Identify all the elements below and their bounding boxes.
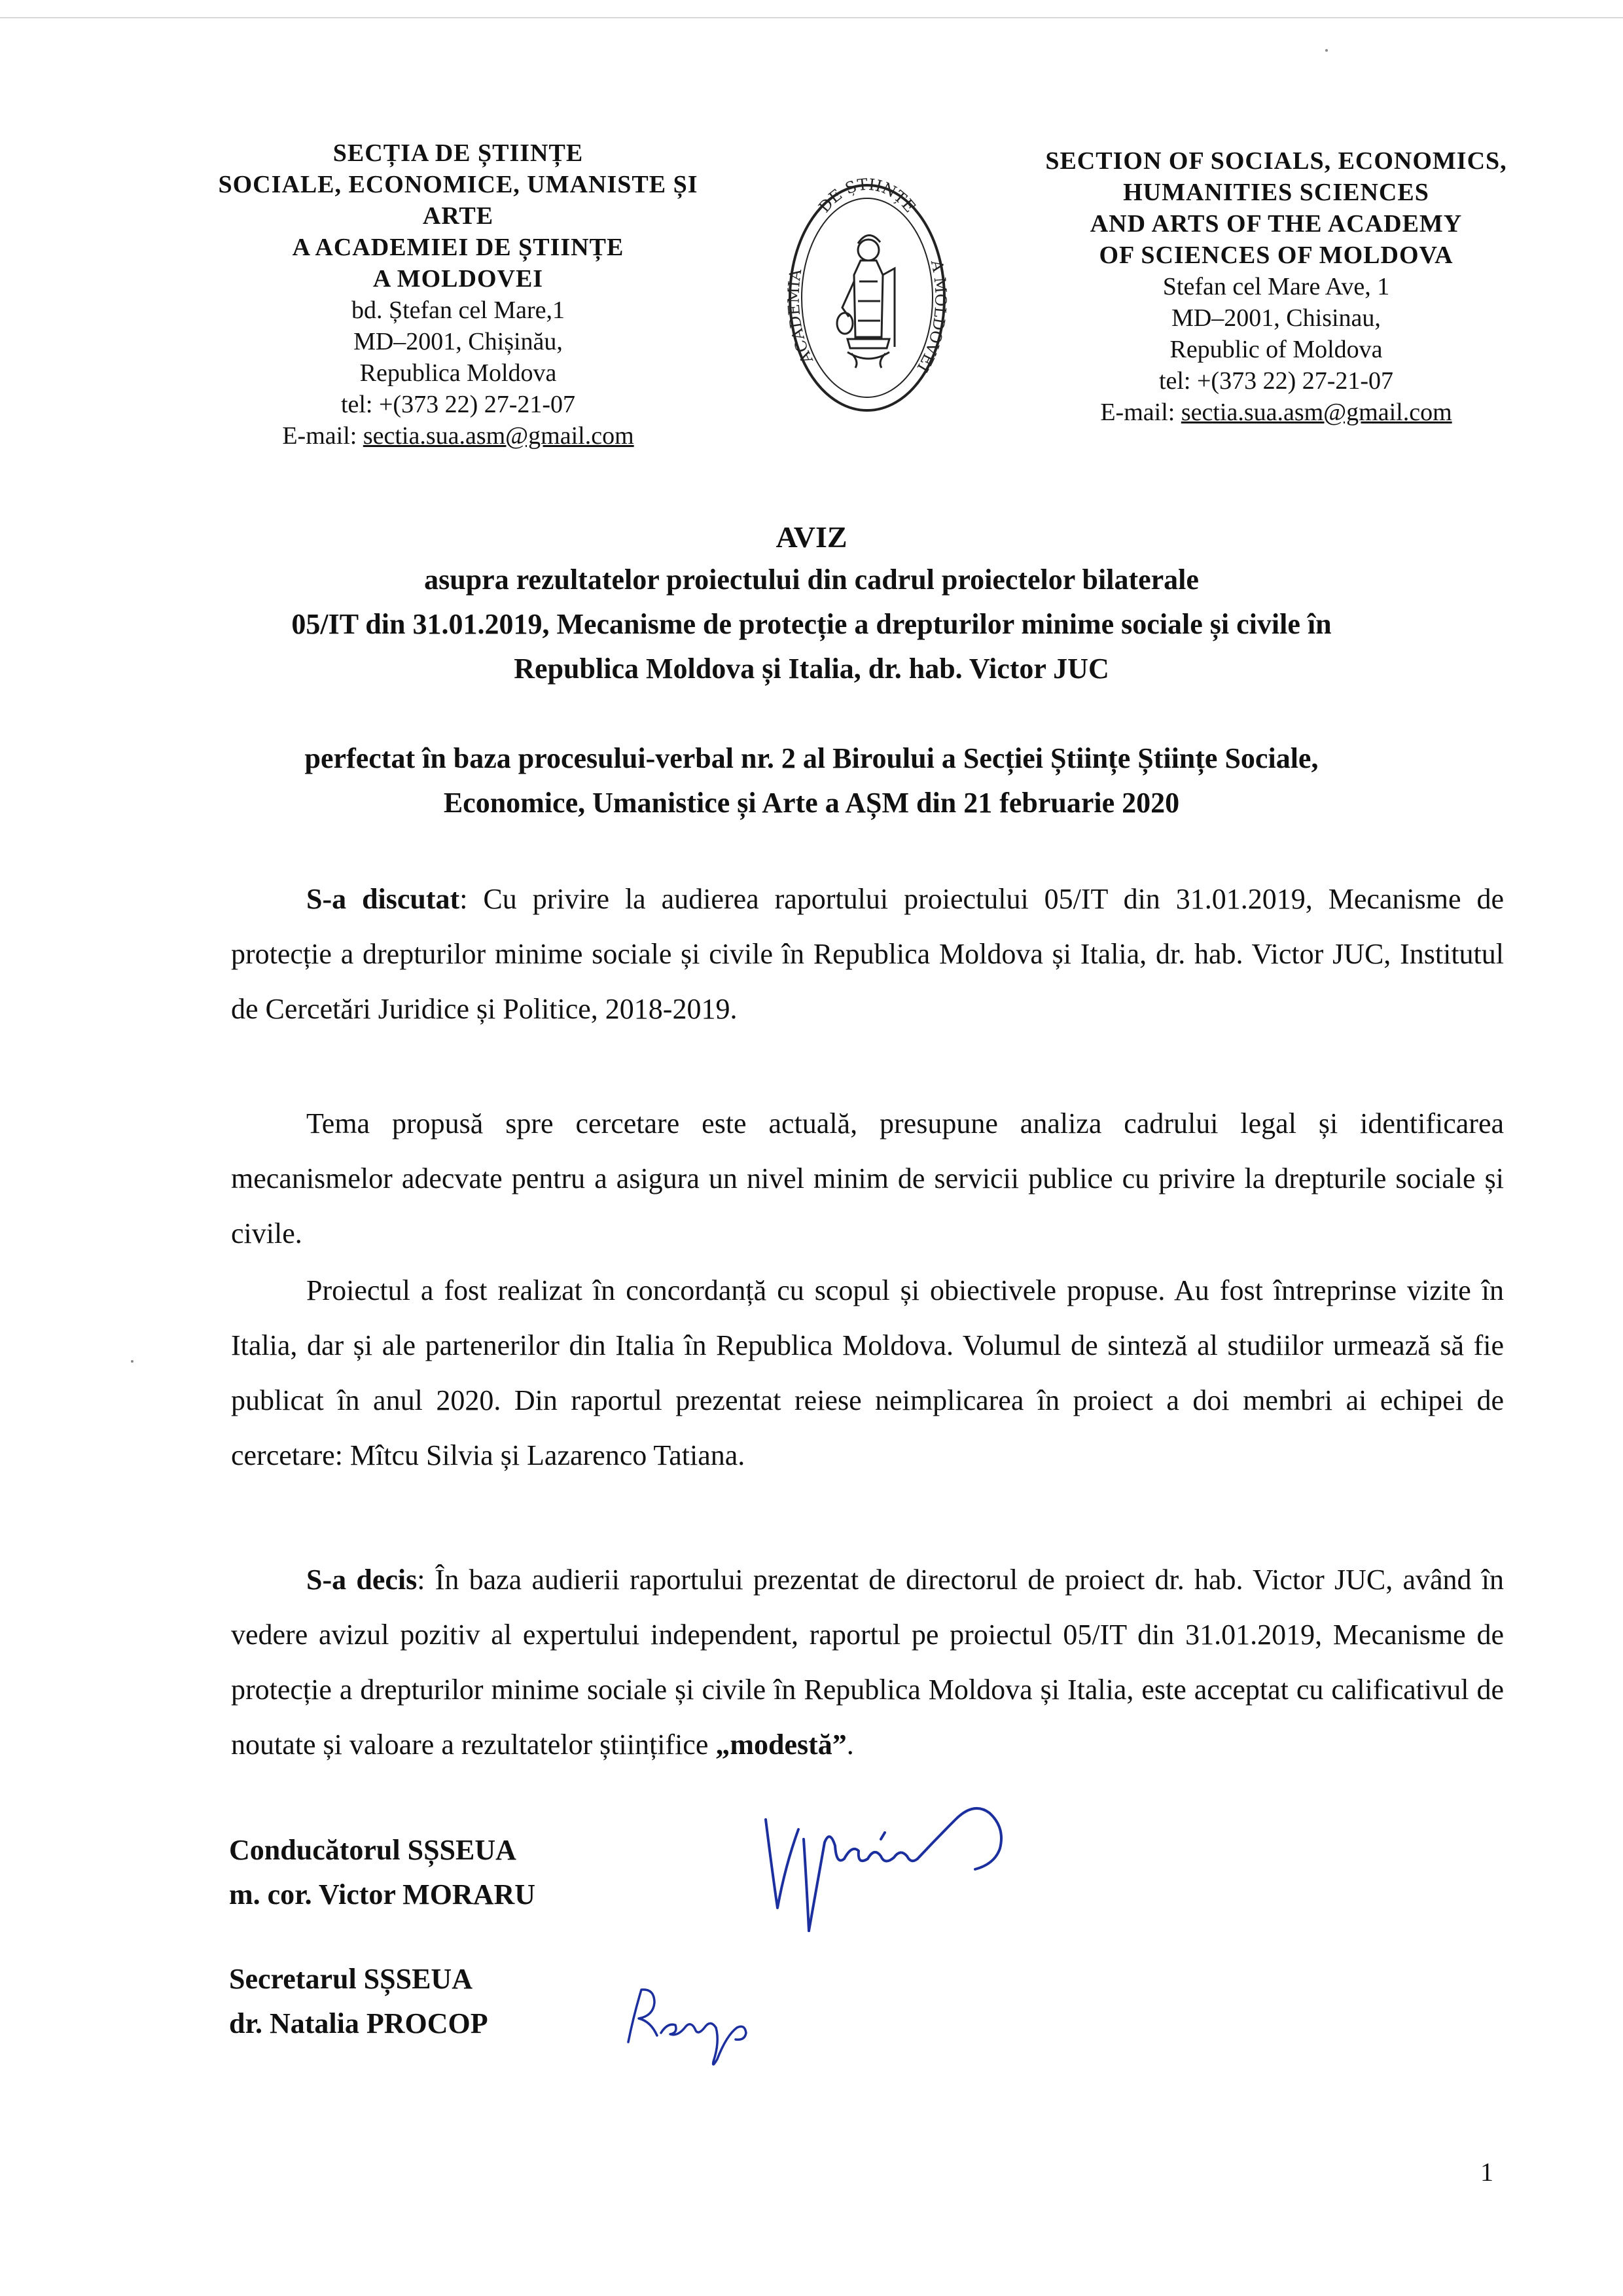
header-en-phone: tel: +(373 22) 27-21-07 bbox=[1158, 367, 1394, 395]
minerva-figure-icon bbox=[837, 235, 895, 368]
header-english bbox=[982, 145, 1571, 428]
secretary-handwritten-signature bbox=[615, 1970, 785, 2068]
header-en-line3: AND ARTS OF THE ACADEMY bbox=[1090, 210, 1463, 238]
decided-text: : În baza audierii raportului prezentat de directorul de proiect dr. hab. Victor JUC, având în vedere avizul pozitiv al expertului independent, raportul pe proiectul 05/IT din 31.01.2019, Mecanisme de protecție a drepturilor minime sociale și civile în Republica Moldova și Italia, este acceptat cu calificativul de noutate și valoare a rezultatelor științifice bbox=[231, 1564, 1504, 1761]
header-en-address1: Stefan cel Mare Ave, 1 bbox=[1162, 273, 1390, 300]
basis-line1: perfectat în baza procesului-verbal nr. 2 al Biroului a Secției Științe Științe Sociale, bbox=[304, 742, 1319, 774]
header-ro-line2: SOCIALE, ECONOMICE, UMANISTE ȘI bbox=[218, 171, 698, 198]
header-ro-line5: A MOLDOVEI bbox=[372, 265, 544, 293]
header-romanian bbox=[183, 137, 733, 452]
seal-text-right: A MOLDOVEI bbox=[913, 258, 950, 376]
document-title: AVIZ bbox=[776, 520, 847, 554]
decided-end: . bbox=[846, 1729, 854, 1761]
scan-speck bbox=[1325, 49, 1328, 52]
leader-handwritten-signature bbox=[746, 1767, 1021, 1937]
page-number: 1 bbox=[1480, 2157, 1493, 2187]
header-ro-address3: Republica Moldova bbox=[359, 359, 557, 387]
document-subject bbox=[131, 558, 1492, 691]
header-en-email-row bbox=[982, 397, 1571, 428]
seal-text-top: DE ȘTIINȚE bbox=[815, 177, 919, 217]
subject-line3: Republica Moldova și Italia, dr. hab. Victor JUC bbox=[514, 653, 1109, 685]
header-en-line1: SECTION OF SOCIALS, ECONOMICS, bbox=[1045, 147, 1507, 175]
signature-block-leader bbox=[229, 1828, 535, 1917]
paragraph-project bbox=[231, 1263, 1504, 1483]
discussed-text: : Cu privire la audierea raportului proiectului 05/IT din 31.01.2019, Mecanisme de protecție a drepturilor minime sociale și civile în Republica Moldova și Italia, dr. hab. Victor JUC, Institutul de Cercetări Juridice și Politice, 2018-2019. bbox=[231, 883, 1505, 1025]
header-ro-email-label: E-mail: bbox=[282, 422, 363, 450]
subject-line1: asupra rezultatelor proiectului din cadrul proiectelor bilaterale bbox=[424, 564, 1199, 596]
leader-name: m. cor. Victor MORARU bbox=[229, 1878, 536, 1910]
paragraph-topic bbox=[231, 1096, 1504, 1261]
signature-block-secretary bbox=[229, 1957, 488, 2046]
paragraph3-text: Proiectul a fost realizat în concordanță cu scopul și obiectivele propuse. Au fost întreprinse vizite în Italia, dar și ale partenerilor din Italia în Republica Moldova. Volumul de sinteză al studiilor urmează să fie publicat în anul 2020. Din raportul prezentat reiese neimplicarea în proiect a doi membri ai echipei de cercetare: Mîtcu Silvia și Lazarenco Tatiana. bbox=[231, 1274, 1504, 1471]
header-en-email-label: E-mail: bbox=[1100, 399, 1181, 426]
header-ro-line1: SECȚIA DE ȘTIINȚE bbox=[332, 139, 584, 167]
header-ro-email-row bbox=[183, 420, 733, 452]
document-basis bbox=[131, 736, 1492, 825]
header-ro-address2: MD–2001, Chișinău, bbox=[353, 328, 563, 355]
discussed-label: S-a discutat bbox=[306, 883, 460, 915]
secretary-role: Secretarul SȘSEUA bbox=[229, 1963, 473, 1995]
header-ro-address1: bd. Ștefan cel Mare,1 bbox=[351, 296, 565, 324]
decided-value: „modestă” bbox=[715, 1729, 847, 1761]
scan-speck bbox=[131, 1360, 134, 1363]
header-ro-email-link[interactable]: sectia.sua.asm@gmail.com bbox=[363, 422, 634, 450]
header-en-line4: OF SCIENCES OF MOLDOVA bbox=[1099, 242, 1454, 269]
header-en-address2: MD–2001, Chisinau, bbox=[1171, 304, 1381, 332]
header-en-line2: HUMANITIES SCIENCES bbox=[1123, 179, 1429, 206]
header-en-email-link[interactable]: sectia.sua.asm@gmail.com bbox=[1181, 399, 1452, 426]
paragraph-discussed bbox=[231, 872, 1504, 1037]
paragraph2-text: Tema propusă spre cercetare este actuală, presupune analiza cadrului legal și identificarea mecanismelor adecvate pentru a asigura un nivel minim de servicii publice cu privire la drepturile sociale și civile. bbox=[231, 1107, 1504, 1249]
header-ro-line3: ARTE bbox=[422, 202, 494, 230]
basis-line2: Economice, Umanistice și Arte a AȘM din 21 februarie 2020 bbox=[443, 787, 1180, 819]
header-en-address3: Republic of Moldova bbox=[1169, 336, 1383, 363]
leader-role: Conducătorul SȘSEUA bbox=[229, 1834, 516, 1866]
header-ro-line4: A ACADEMIEI DE ȘTIINȚE bbox=[292, 234, 624, 261]
secretary-name: dr. Natalia PROCOP bbox=[229, 2007, 488, 2039]
scan-top-edge-line bbox=[0, 17, 1623, 18]
header-ro-phone: tel: +(373 22) 27-21-07 bbox=[340, 391, 576, 418]
paragraph-decided bbox=[231, 1552, 1504, 1772]
seal-text-left: ACADEMIA bbox=[784, 268, 817, 367]
subject-line2: 05/IT din 31.01.2019, Mecanisme de protecție a drepturilor minime sociale și civile în bbox=[291, 608, 1332, 640]
academy-seal-emblem bbox=[782, 177, 952, 419]
decided-label: S-a decis bbox=[306, 1564, 418, 1596]
